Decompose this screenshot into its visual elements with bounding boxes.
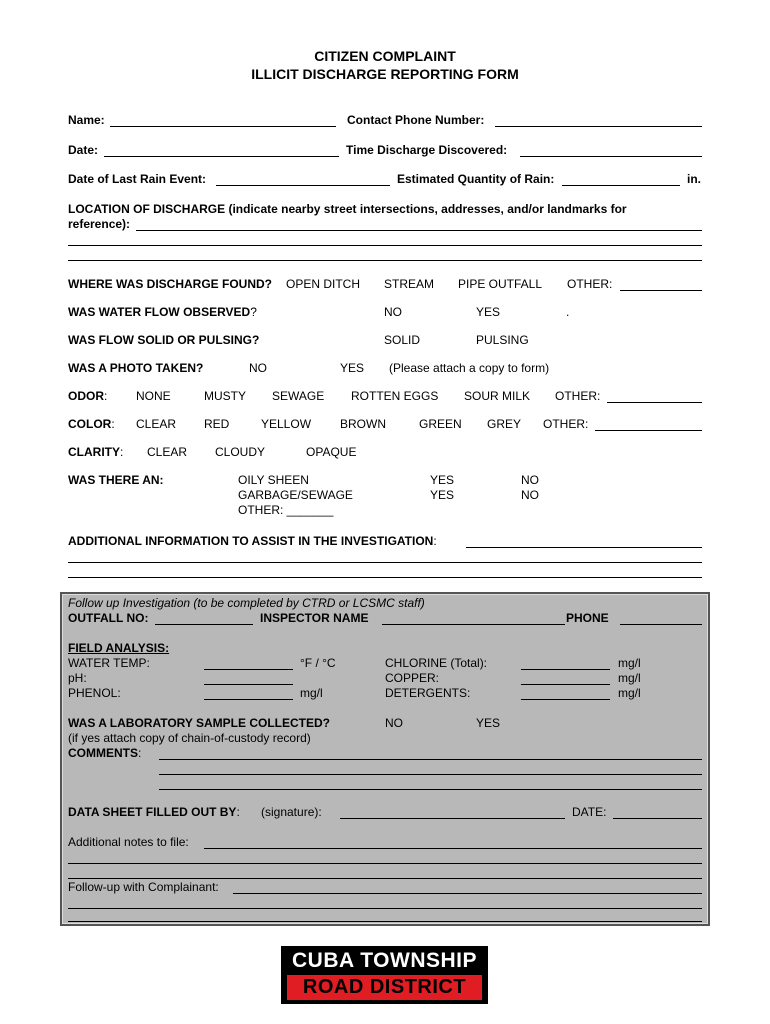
quantity-rain-label: Estimated Quantity of Rain: <box>397 172 555 186</box>
flow-dot: . <box>566 305 570 319</box>
notes-label: Additional notes to file: <box>68 835 189 849</box>
option-clarity-clear[interactable]: CLEAR <box>147 445 188 459</box>
name-label: Name: <box>68 113 105 127</box>
option-odor-none[interactable]: NONE <box>136 389 171 403</box>
option-garbage-yes[interactable]: YES <box>430 488 455 502</box>
clarity-label <box>68 445 123 459</box>
option-color-brown[interactable]: BROWN <box>340 417 386 431</box>
option-lab-no[interactable]: NO <box>385 716 403 730</box>
lab-sample-label: WAS A LABORATORY SAMPLE COLLECTED? <box>68 716 331 730</box>
location-field-3[interactable] <box>68 260 702 261</box>
location-label: LOCATION OF DISCHARGE (indicate nearby street intersections, addresses, and/or landmarks for <box>68 202 627 216</box>
option-color-red[interactable]: RED <box>204 417 230 431</box>
odor-label-text: ODOR <box>68 389 104 403</box>
option-clarity-opaque[interactable]: OPAQUE <box>306 445 357 459</box>
complainant-field-3[interactable] <box>68 921 702 922</box>
color-other-field[interactable] <box>595 430 702 431</box>
comments-text: COMMENTS <box>68 746 138 760</box>
chlorine-label: CHLORINE (Total): <box>385 656 488 670</box>
comments-field-3[interactable] <box>159 789 702 790</box>
option-pipe-outfall[interactable]: PIPE OUTFALL <box>458 277 543 291</box>
option-lab-yes[interactable]: YES <box>476 716 501 730</box>
notes-field-2[interactable] <box>68 863 702 864</box>
inspector-field[interactable] <box>382 624 565 625</box>
option-photo-yes[interactable]: YES <box>340 361 365 375</box>
location-label-cont: reference): <box>68 217 131 231</box>
last-rain-label: Date of Last Rain Event: <box>68 172 207 186</box>
datasheet-label <box>68 805 240 819</box>
followup-intro: Follow up Investigation (to be completed by CTRD or LCSMC staff) <box>68 596 425 610</box>
option-color-yellow[interactable]: YELLOW <box>261 417 312 431</box>
odor-other-field[interactable] <box>607 402 702 403</box>
option-color-green[interactable]: GREEN <box>419 417 462 431</box>
option-pulsing[interactable]: PULSING <box>476 333 529 347</box>
option-oily-yes[interactable]: YES <box>430 473 455 487</box>
detergents-label: DETERGENTS: <box>385 686 471 700</box>
option-odor-sour-milk[interactable]: SOUR MILK <box>464 389 531 403</box>
there-label: WAS THERE AN: <box>68 473 164 487</box>
form-subtitle: ILLICIT DISCHARGE REPORTING FORM <box>251 66 519 82</box>
option-color-grey[interactable]: GREY <box>487 417 522 431</box>
additional-info-field-1[interactable] <box>466 547 702 548</box>
outfall-label: OUTFALL NO: <box>68 611 149 625</box>
followup-phone-label: PHONE <box>566 611 609 625</box>
time-discovered-label: Time Discharge Discovered: <box>346 143 508 157</box>
phenol-label: PHENOL: <box>68 686 121 700</box>
flow-solid-label: WAS FLOW SOLID OR PULSING? <box>68 333 260 347</box>
temp-unit: °F / °C <box>300 656 336 670</box>
signature-label: (signature): <box>261 805 322 819</box>
notes-field-1[interactable] <box>204 848 702 849</box>
copper-unit: mg/l <box>618 671 641 685</box>
location-field-2[interactable] <box>68 245 702 246</box>
option-color-other[interactable]: OTHER: <box>543 417 589 431</box>
option-found-other[interactable]: OTHER: <box>567 277 613 291</box>
outfall-field[interactable] <box>155 624 253 625</box>
cuba-township-logo <box>281 946 488 1004</box>
chlorine-field[interactable] <box>521 669 610 670</box>
form-title: CITIZEN COMPLAINT <box>314 48 456 64</box>
option-flow-yes[interactable]: YES <box>476 305 501 319</box>
signature-field[interactable] <box>340 818 565 819</box>
comments-label <box>68 746 141 760</box>
option-odor-sewage[interactable]: SEWAGE <box>272 389 325 403</box>
water-temp-field[interactable] <box>204 669 293 670</box>
option-open-ditch[interactable]: OPEN DITCH <box>286 277 361 291</box>
photo-label: WAS A PHOTO TAKEN? <box>68 361 204 375</box>
logo-line-1: CUBA TOWNSHIP <box>292 949 477 972</box>
comments-colon: : <box>138 746 142 760</box>
phenol-field[interactable] <box>204 699 293 700</box>
option-color-clear[interactable]: CLEAR <box>136 417 177 431</box>
clarity-colon: : <box>120 445 124 459</box>
additional-info-text: ADDITIONAL INFORMATION TO ASSIST IN THE INVESTIGATION <box>68 534 434 548</box>
additional-info-field-2[interactable] <box>68 562 702 563</box>
option-garbage-no[interactable]: NO <box>521 488 539 502</box>
copper-field[interactable] <box>521 684 610 685</box>
date-field[interactable] <box>104 156 339 157</box>
comments-field-2[interactable] <box>159 774 702 775</box>
datasheet-colon: : <box>236 805 240 819</box>
ph-field[interactable] <box>204 684 293 685</box>
phone-label: Contact Phone Number: <box>347 113 485 127</box>
datasheet-date-label: DATE: <box>572 805 607 819</box>
photo-note: (Please attach a copy to form) <box>389 361 550 375</box>
datasheet-text: DATA SHEET FILLED OUT BY <box>68 805 237 819</box>
complainant-label: Follow-up with Complainant: <box>68 880 219 894</box>
clarity-label-text: CLARITY <box>68 445 120 459</box>
item-garbage-sewage: GARBAGE/SEWAGE <box>238 488 353 502</box>
color-colon: : <box>111 417 115 431</box>
option-odor-rotten-eggs[interactable]: ROTTEN EGGS <box>351 389 439 403</box>
additional-info-colon: : <box>433 534 437 548</box>
color-label-text: COLOR <box>68 417 112 431</box>
date-label: Date: <box>68 143 99 157</box>
location-field-1[interactable] <box>136 230 702 231</box>
found-other-field[interactable] <box>620 290 702 291</box>
option-stream[interactable]: STREAM <box>384 277 435 291</box>
followup-phone-field[interactable] <box>620 624 702 625</box>
odor-colon: : <box>104 389 108 403</box>
option-flow-no[interactable]: NO <box>384 305 402 319</box>
chain-of-custody-note: (if yes attach copy of chain-of-custody record) <box>68 731 311 745</box>
flow-observed-qmark: ? <box>250 305 257 319</box>
time-discovered-field[interactable] <box>520 156 702 157</box>
inspector-label: INSPECTOR NAME <box>260 611 369 625</box>
datasheet-date-field[interactable] <box>613 818 702 819</box>
name-field[interactable] <box>110 126 336 127</box>
option-oily-no[interactable]: NO <box>521 473 539 487</box>
option-solid[interactable]: SOLID <box>384 333 421 347</box>
phenol-unit: mg/l <box>300 686 323 700</box>
option-clarity-cloudy[interactable]: CLOUDY <box>215 445 266 459</box>
last-rain-field[interactable] <box>216 185 390 186</box>
option-odor-musty[interactable]: MUSTY <box>204 389 246 403</box>
option-photo-no[interactable]: NO <box>249 361 267 375</box>
quantity-unit: in. <box>687 172 701 186</box>
odor-label <box>68 389 107 403</box>
complainant-field-1[interactable] <box>233 893 702 894</box>
item-oily-sheen: OILY SHEEN <box>238 473 309 487</box>
flow-observed-label <box>68 305 257 319</box>
complainant-field-2[interactable] <box>68 908 702 909</box>
chlorine-unit: mg/l <box>618 656 641 670</box>
logo-line-2: ROAD DISTRICT <box>287 975 482 1000</box>
water-temp-label: WATER TEMP: <box>68 656 150 670</box>
color-label <box>68 417 115 431</box>
additional-info-field-3[interactable] <box>68 577 702 578</box>
flow-observed-text: WAS WATER FLOW OBSERVED <box>68 305 251 319</box>
comments-field-1[interactable] <box>159 759 702 760</box>
ph-label: pH: <box>68 671 87 685</box>
item-other[interactable]: OTHER: _______ <box>238 503 334 517</box>
copper-label: COPPER: <box>385 671 440 685</box>
notes-field-3[interactable] <box>68 878 702 879</box>
quantity-rain-field[interactable] <box>562 185 680 186</box>
additional-info-label <box>68 534 437 548</box>
detergents-unit: mg/l <box>618 686 641 700</box>
phone-field[interactable] <box>495 126 702 127</box>
option-odor-other[interactable]: OTHER: <box>555 389 601 403</box>
field-analysis-heading: FIELD ANALYSIS: <box>68 641 170 655</box>
detergents-field[interactable] <box>521 699 610 700</box>
discharge-found-label: WHERE WAS DISCHARGE FOUND? <box>68 277 272 291</box>
